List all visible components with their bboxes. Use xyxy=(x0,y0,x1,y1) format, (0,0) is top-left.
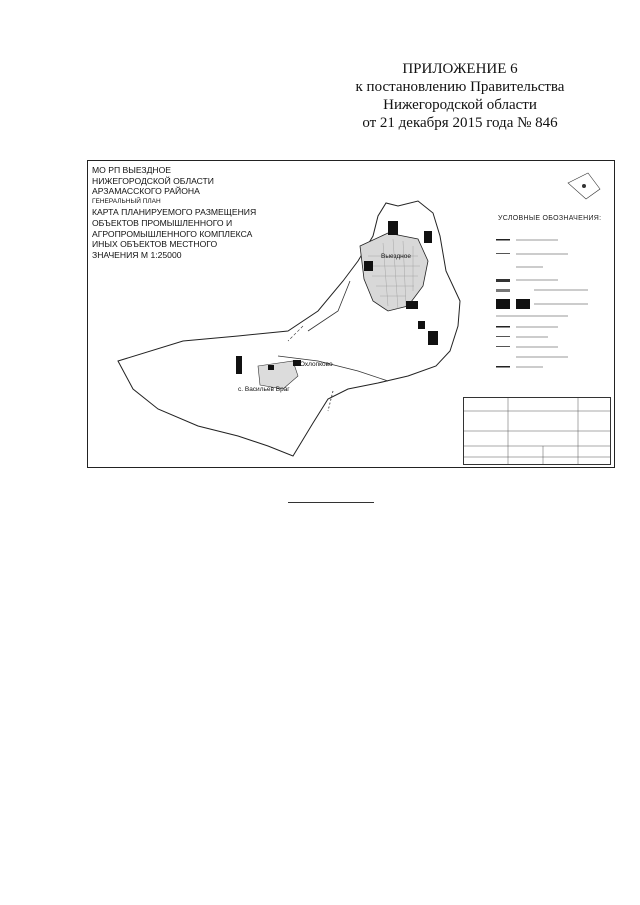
legend-swatch xyxy=(496,336,510,337)
industrial-zone xyxy=(406,301,418,309)
industrial-zone xyxy=(364,261,373,271)
map-title-line: АРЗАМАССКОГО РАЙОНА xyxy=(92,186,200,197)
appendix-ref-line: к постановлению Правительства xyxy=(355,79,565,95)
document-divider xyxy=(288,502,374,503)
map-frame xyxy=(87,160,615,468)
legend-swatch xyxy=(496,346,510,347)
road-line xyxy=(308,281,350,331)
legend-title: УСЛОВНЫЕ ОБОЗНАЧЕНИЯ: xyxy=(498,215,602,222)
appendix-date-line: от 21 декабря 2015 года № 846 xyxy=(362,115,558,131)
map-plan-line: ИНЫХ ОБЪЕКТОВ МЕСТНОГО xyxy=(92,239,218,250)
legend-swatch xyxy=(496,239,510,241)
map-plan-label: ГЕНЕРАЛЬНЫЙ ПЛАН xyxy=(92,197,161,205)
industrial-zone xyxy=(428,331,438,345)
industrial-zone xyxy=(388,221,398,235)
title-block-stamp xyxy=(463,397,611,465)
map-title-line: НИЖЕГОРОДСКОЙ ОБЛАСТИ xyxy=(92,175,214,186)
map-plan-line: АГРОПРОМЫШЛЕННОГО КОМПЛЕКСА xyxy=(92,228,253,239)
legend-swatch xyxy=(496,366,510,368)
legend-swatch xyxy=(496,279,510,282)
map-plan-line: ЗНАЧЕНИЯ М 1:25000 xyxy=(92,249,182,260)
document-header xyxy=(330,60,590,132)
road-line xyxy=(288,326,303,341)
settlement-label: Выездное xyxy=(381,253,411,260)
legend-swatch xyxy=(496,289,510,292)
map-title-line: МО РП ВЫЕЗДНОЕ xyxy=(92,165,172,175)
map-plan-line: КАРТА ПЛАНИРУЕМОГО РАЗМЕЩЕНИЯ xyxy=(92,207,257,218)
village-area xyxy=(258,361,298,389)
village-label: с. Охлопково xyxy=(293,361,333,368)
legend-swatch xyxy=(516,299,530,309)
appendix-title: ПРИЛОЖЕНИЕ 6 xyxy=(402,61,518,77)
industrial-zone xyxy=(418,321,425,329)
legend-swatch xyxy=(496,299,510,309)
legend-swatch xyxy=(496,326,510,328)
village-label: с. Васильев Враг xyxy=(238,386,290,393)
industrial-zone xyxy=(236,356,242,374)
map-legend xyxy=(498,215,610,222)
map-plan-line: ОБЪЕКТОВ ПРОМЫШЛЕННОГО И xyxy=(92,217,233,228)
road-line xyxy=(328,391,333,411)
legend-swatch xyxy=(496,253,510,254)
industrial-zone xyxy=(424,231,432,243)
settlement-area xyxy=(360,233,428,311)
appendix-region-line: Нижегородской области xyxy=(383,97,537,113)
industrial-zone xyxy=(268,365,274,370)
